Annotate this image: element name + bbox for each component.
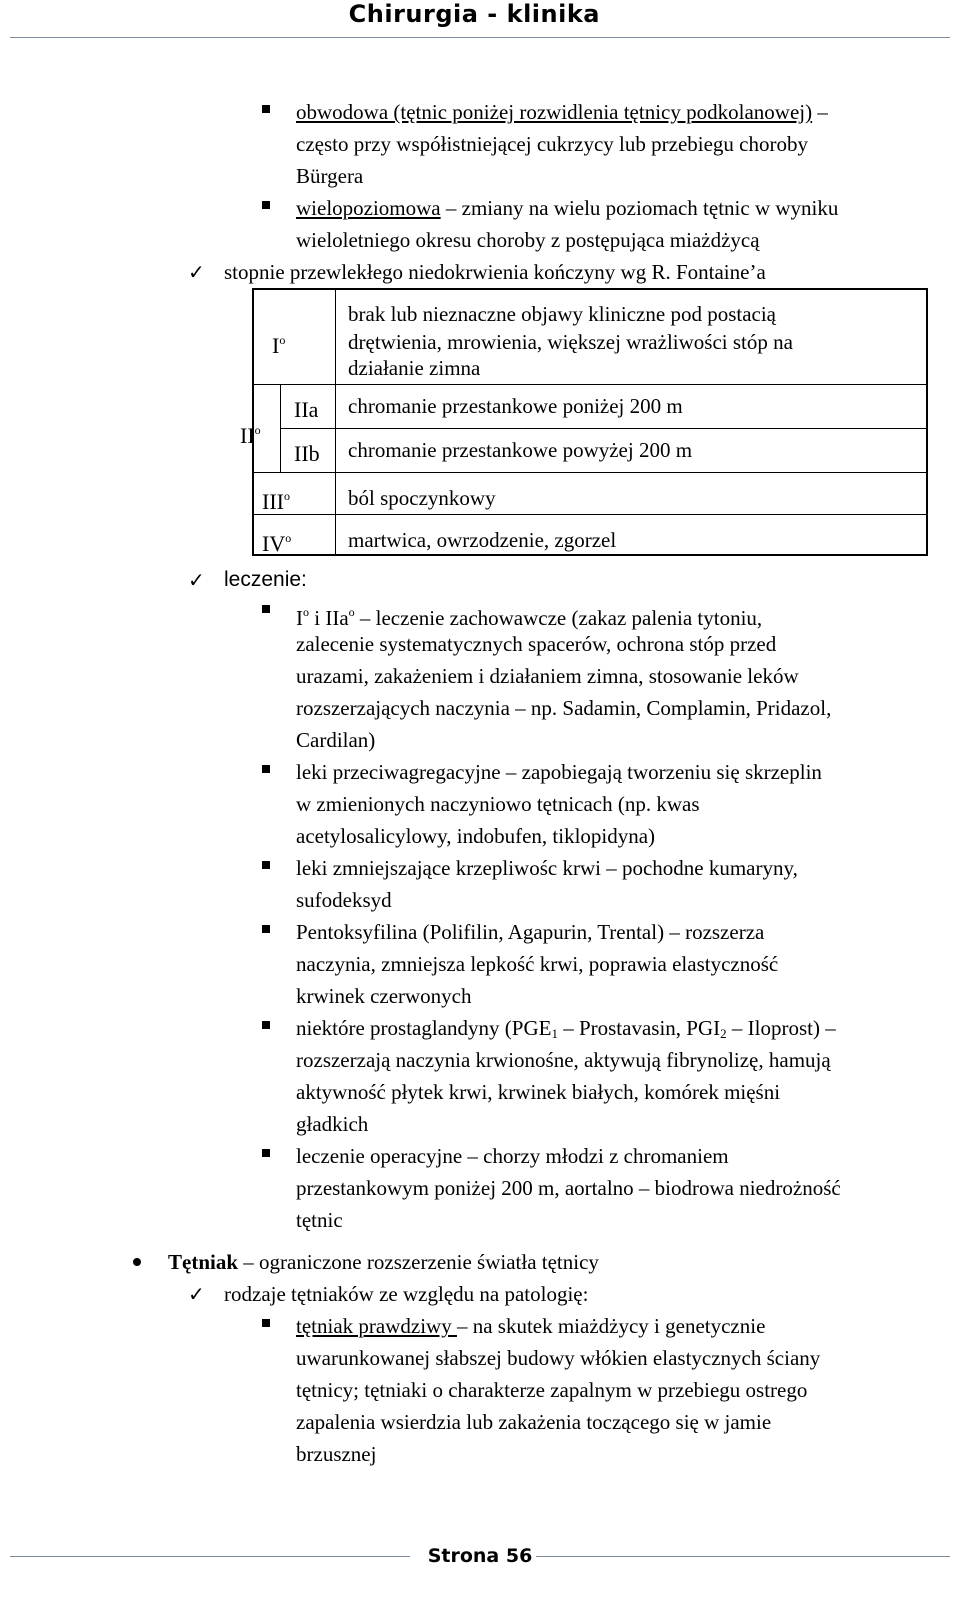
desc-IV: martwica, owrzodzenie, zgorzel: [348, 528, 617, 552]
aneurysm-types-heading: rodzaje tętniaków ze względu na patologię:: [224, 1282, 589, 1306]
treatment-item-2: leki przeciwagregacyjne – zapobiegają tworzeniu się skrzeplin: [296, 760, 822, 784]
treatment-heading: leczenie:: [224, 568, 307, 591]
bullet-line: przestankowym poniżej 200 m, aortalno – biodrowa niedrożność: [296, 1176, 841, 1200]
table-divider: [252, 472, 928, 473]
bullet-line: brzusznej: [296, 1442, 377, 1466]
bullet-line: krwinek czerwonych: [296, 984, 472, 1008]
bullet-line: Bürgera: [296, 164, 364, 188]
treatment-item-5: niektóre prostaglandyny ($PGE_1$ – Prostavasin, $PGI_2$ – Iloprost) –: [296, 1016, 836, 1041]
term-true-aneurysm: tętniak prawdziwy: [296, 1314, 457, 1338]
true-aneurysm-item: [296, 1310, 765, 1342]
desc-IIa: chromanie przestankowe poniżej 200 m: [348, 394, 683, 418]
bullet-line: zalecenie systematycznych spacerów, ochrona stóp przed: [296, 632, 777, 656]
term-wielopoziomowa: wielopoziomowa: [296, 196, 441, 220]
bullet-line: wieloletniego okresu choroby z postępująca miażdżycą: [296, 228, 760, 252]
treatment-item-6: leczenie operacyjne – chorzy młodzi z chromaniem: [296, 1144, 729, 1168]
bullet-line: często przy współistniejącej cukrzycy lub przebiegu choroby: [296, 132, 808, 156]
stage-IIb: IIb: [294, 441, 320, 466]
table-divider: [280, 428, 928, 429]
square-bullet-icon: [262, 925, 270, 933]
bullet-line: uwarunkowanej słabszej budowy włókien elastycznych ściany: [296, 1346, 821, 1370]
fontaine-table: [240, 288, 928, 556]
bullet-line: urazami, zakażeniem i działaniem zimna, stosowanie leków: [296, 664, 799, 688]
desc-III: ból spoczynkowy: [348, 486, 496, 510]
bullet-line: w zmienionych naczyniowo tętnicach (np. kwas: [296, 792, 700, 816]
treatment-item-3: leki zmniejszające krzepliwośc krwi – pochodne kumaryny,: [296, 856, 798, 880]
bullet-line: Cardilan): [296, 728, 376, 752]
checkmark-icon: ✓: [188, 1282, 205, 1306]
desc-I: brak lub nieznaczne objawy kliniczne pod postacią: [348, 302, 776, 326]
table-divider: [252, 514, 928, 515]
bullet-line: gładkich: [296, 1112, 369, 1136]
stage-II: $II^o$: [240, 423, 261, 448]
table-divider: [252, 384, 928, 385]
bullet-text: – zmiany na wielu poziomach tętnic w wyniku: [440, 196, 839, 220]
term-obwodowa: obwodowa (tętnic poniżej rozwidlenia tętnicy podkolanowej): [296, 100, 813, 124]
bullet-line: zapalenia wsierdzia lub zakażenia toczącego się w jamie: [296, 1410, 772, 1434]
bullet-text: – na skutek miażdżycy i genetycznie: [456, 1314, 766, 1338]
treatment-item-1: $I^o$ i IIa$^o$ – leczenie zachowawcze (zakaz palenia tytoniu,: [296, 605, 763, 630]
square-bullet-icon: [262, 1021, 270, 1029]
page-number: Strona 56: [427, 1545, 533, 1567]
bullet-line: rozszerzających naczynia – np. Sadamin, Complamin, Pridazol,: [296, 696, 832, 720]
square-bullet-icon: [262, 1319, 270, 1327]
bullet-line: tętnic: [296, 1208, 343, 1232]
checkmark-icon: ✓: [188, 568, 205, 592]
bullet-line: naczynia, zmniejsza lepkość krwi, poprawia elastyczność: [296, 952, 779, 976]
bullet-line: acetylosalicylowy, indobufen, tiklopidyna): [296, 824, 656, 848]
bullet-line: rozszerzają naczynia krwionośne, aktywują fibrynolizę, hamują: [296, 1048, 831, 1072]
page-header-title: Chirurgia - klinika: [348, 0, 600, 28]
desc-IIb: chromanie przestankowe powyżej 200 m: [348, 438, 693, 462]
square-bullet-icon: [262, 201, 270, 209]
aneurysm-term: Tętniak: [168, 1250, 239, 1274]
aneurysm-text: – ograniczone rozszerzenie światła tętnicy: [238, 1250, 599, 1274]
square-bullet-icon: [262, 861, 270, 869]
bullet-wielopoziomowa: [296, 192, 838, 224]
treatment-item-4: Pentoksyfilina (Polifilin, Agapurin, Trental) – rozszerza: [296, 920, 765, 944]
aneurysm-definition: [168, 1246, 599, 1278]
desc-I: działanie zimna: [348, 356, 481, 380]
stage-I: $I^o$: [272, 333, 286, 358]
stage-III: III$^o$: [262, 489, 290, 514]
checkmark-icon: ✓: [188, 260, 205, 284]
square-bullet-icon: [262, 105, 270, 113]
fontaine-heading: stopnie przewlekłego niedokrwienia kończyny wg R. Fontaine’a: [224, 260, 766, 284]
round-bullet-icon: [133, 1258, 141, 1266]
bullet-line: tętnicy; tętniaki o charakterze zapalnym w przebiegu ostrego: [296, 1378, 808, 1402]
desc-I: drętwienia, mrowienia, większej wrażliwości stóp na: [348, 330, 793, 354]
bullet-line: sufodeksyd: [296, 888, 392, 912]
stage-IV: $IV^o$: [262, 531, 292, 556]
header-divider: [10, 37, 950, 38]
bullet-line: aktywność płytek krwi, krwinek białych, komórek mięśni: [296, 1080, 781, 1104]
stage-IIa: IIa: [294, 397, 319, 422]
square-bullet-icon: [262, 765, 270, 773]
square-bullet-icon: [262, 1149, 270, 1157]
bullet-obwodowa: [296, 96, 828, 128]
bullet-text: –: [812, 100, 828, 124]
square-bullet-icon: [262, 605, 270, 613]
